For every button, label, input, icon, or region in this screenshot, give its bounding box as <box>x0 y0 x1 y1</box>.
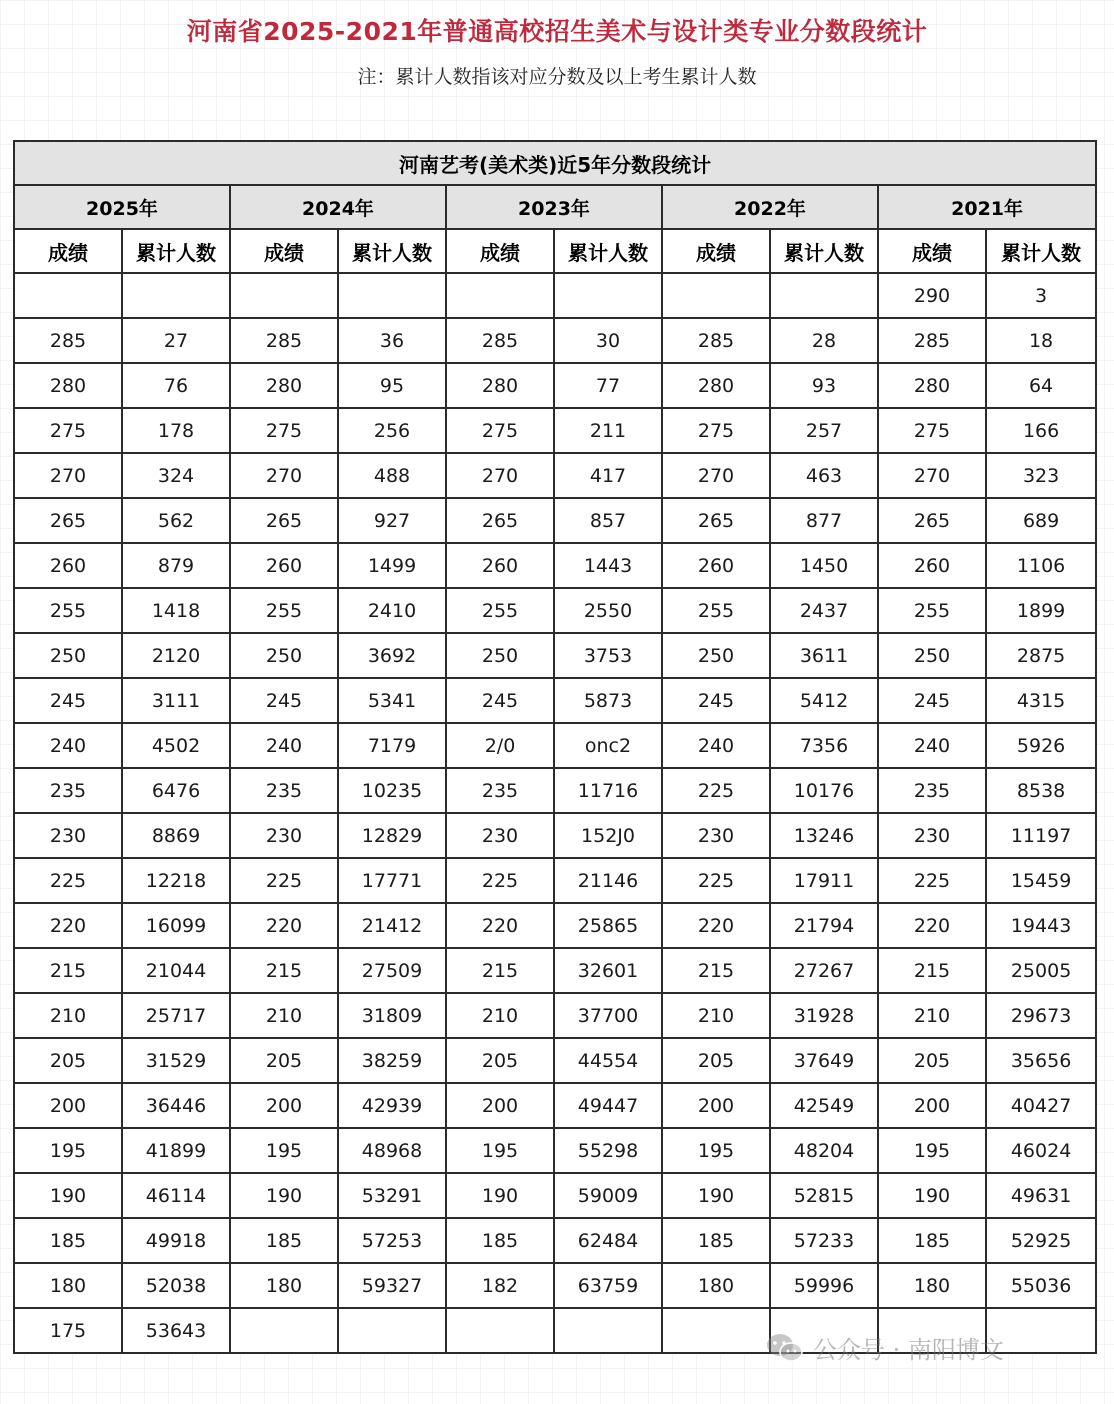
count-cell: 16099 <box>122 903 230 948</box>
score-cell: 235 <box>230 768 338 813</box>
count-cell: 689 <box>986 498 1096 543</box>
score-cell: 190 <box>446 1173 554 1218</box>
count-cell: 53643 <box>122 1308 230 1353</box>
count-cell <box>770 273 878 318</box>
count-cell: 3753 <box>554 633 662 678</box>
count-cell: 21412 <box>338 903 446 948</box>
score-cell <box>230 1308 338 1353</box>
count-cell: 19443 <box>986 903 1096 948</box>
score-cell: 215 <box>14 948 122 993</box>
year-header-row <box>14 185 1096 229</box>
table-row <box>14 1038 1096 1083</box>
score-cell: 235 <box>878 768 986 813</box>
count-cell: 488 <box>338 453 446 498</box>
score-cell: 220 <box>662 903 770 948</box>
count-cell: 44554 <box>554 1038 662 1083</box>
table-row <box>14 1128 1096 1173</box>
score-cell: 220 <box>446 903 554 948</box>
count-cell: 4502 <box>122 723 230 768</box>
score-cell: 280 <box>662 363 770 408</box>
score-cell: 260 <box>662 543 770 588</box>
count-cell: 31529 <box>122 1038 230 1083</box>
table-row <box>14 993 1096 1038</box>
score-cell: 230 <box>878 813 986 858</box>
score-cell <box>662 273 770 318</box>
table-row <box>14 1218 1096 1263</box>
score-cell <box>446 1308 554 1353</box>
count-cell: 57233 <box>770 1218 878 1263</box>
count-cell: 76 <box>122 363 230 408</box>
count-cell: 17771 <box>338 858 446 903</box>
table-row <box>14 678 1096 723</box>
count-cell: 256 <box>338 408 446 453</box>
column-header-row <box>14 229 1096 273</box>
score-cell: 285 <box>14 318 122 363</box>
count-cell <box>554 1308 662 1353</box>
score-cell: 195 <box>230 1128 338 1173</box>
score-cell: 240 <box>230 723 338 768</box>
table-row <box>14 318 1096 363</box>
count-cell: 29673 <box>986 993 1096 1038</box>
score-cell: 245 <box>14 678 122 723</box>
score-cell: 250 <box>662 633 770 678</box>
count-column-header: 累计人数 <box>338 229 446 273</box>
count-cell: 877 <box>770 498 878 543</box>
table-row <box>14 858 1096 903</box>
count-cell: 27 <box>122 318 230 363</box>
count-cell: 18 <box>986 318 1096 363</box>
score-cell: 270 <box>446 453 554 498</box>
score-cell: 230 <box>14 813 122 858</box>
count-cell: 25865 <box>554 903 662 948</box>
table-row <box>14 948 1096 993</box>
count-cell <box>122 273 230 318</box>
score-cell: 205 <box>662 1038 770 1083</box>
count-cell: 1450 <box>770 543 878 588</box>
year-header: 2025年 <box>14 185 230 229</box>
score-cell: 250 <box>230 633 338 678</box>
score-cell: 275 <box>230 408 338 453</box>
score-cell: 185 <box>446 1218 554 1263</box>
count-cell: 5926 <box>986 723 1096 768</box>
count-cell: 2550 <box>554 588 662 633</box>
count-cell: 93 <box>770 363 878 408</box>
score-cell: 220 <box>14 903 122 948</box>
count-cell: 417 <box>554 453 662 498</box>
count-cell: 25717 <box>122 993 230 1038</box>
score-column-header: 成绩 <box>662 229 770 273</box>
score-cell: 235 <box>14 768 122 813</box>
score-cell: 220 <box>878 903 986 948</box>
score-cell: 205 <box>446 1038 554 1083</box>
score-column-header: 成绩 <box>446 229 554 273</box>
score-cell: 255 <box>14 588 122 633</box>
score-cell: 220 <box>230 903 338 948</box>
count-cell: 49447 <box>554 1083 662 1128</box>
count-cell: 48204 <box>770 1128 878 1173</box>
score-cell: 280 <box>446 363 554 408</box>
score-cell: 200 <box>230 1083 338 1128</box>
page-title: 河南省2025-2021年普通高校招生美术与设计类专业分数段统计 <box>186 17 928 46</box>
count-cell: 36 <box>338 318 446 363</box>
score-cell <box>230 273 338 318</box>
score-cell: 235 <box>446 768 554 813</box>
table-row <box>14 1083 1096 1128</box>
count-cell: 55298 <box>554 1128 662 1173</box>
score-table <box>13 140 1097 1354</box>
score-cell: 182 <box>446 1263 554 1308</box>
count-cell: 21794 <box>770 903 878 948</box>
count-column-header: 累计人数 <box>554 229 662 273</box>
table-row <box>14 543 1096 588</box>
count-cell: 37700 <box>554 993 662 1038</box>
score-cell: 185 <box>878 1218 986 1263</box>
count-cell: 21146 <box>554 858 662 903</box>
score-cell <box>446 273 554 318</box>
table-body <box>14 273 1096 1353</box>
score-cell: 175 <box>14 1308 122 1353</box>
count-cell: 31928 <box>770 993 878 1038</box>
score-cell: 290 <box>878 273 986 318</box>
score-cell: 255 <box>878 588 986 633</box>
score-cell: 280 <box>878 363 986 408</box>
count-cell: 28 <box>770 318 878 363</box>
score-cell: 285 <box>230 318 338 363</box>
count-cell: 40427 <box>986 1083 1096 1128</box>
count-cell: 1499 <box>338 543 446 588</box>
score-cell: 240 <box>878 723 986 768</box>
score-cell: 205 <box>14 1038 122 1083</box>
score-cell: 185 <box>230 1218 338 1263</box>
score-cell: 215 <box>662 948 770 993</box>
score-cell: 270 <box>878 453 986 498</box>
score-cell: 240 <box>14 723 122 768</box>
count-cell: 2120 <box>122 633 230 678</box>
score-cell: 265 <box>446 498 554 543</box>
score-cell: 190 <box>878 1173 986 1218</box>
count-cell: 562 <box>122 498 230 543</box>
score-cell: 200 <box>878 1083 986 1128</box>
count-cell <box>338 273 446 318</box>
score-cell: 205 <box>230 1038 338 1083</box>
score-cell: 225 <box>662 858 770 903</box>
score-cell: 260 <box>878 543 986 588</box>
score-cell: 245 <box>446 678 554 723</box>
score-column-header: 成绩 <box>230 229 338 273</box>
score-cell: 225 <box>446 858 554 903</box>
count-cell: 5873 <box>554 678 662 723</box>
count-cell: 49918 <box>122 1218 230 1263</box>
score-cell: 180 <box>230 1263 338 1308</box>
count-cell: 463 <box>770 453 878 498</box>
score-cell: 210 <box>878 993 986 1038</box>
score-cell: 260 <box>14 543 122 588</box>
count-cell: 11197 <box>986 813 1096 858</box>
table-row <box>14 498 1096 543</box>
score-cell: 195 <box>14 1128 122 1173</box>
table-row <box>14 1173 1096 1218</box>
score-cell: 255 <box>446 588 554 633</box>
count-cell: 17911 <box>770 858 878 903</box>
page-note: 注：累计人数指该对应分数及以上考生累计人数 <box>357 66 757 88</box>
count-cell: 49631 <box>986 1173 1096 1218</box>
score-cell: 265 <box>230 498 338 543</box>
count-cell: 63759 <box>554 1263 662 1308</box>
score-cell: 245 <box>662 678 770 723</box>
count-cell: 59009 <box>554 1173 662 1218</box>
count-cell: 8538 <box>986 768 1096 813</box>
score-cell: 260 <box>230 543 338 588</box>
count-cell: 2875 <box>986 633 1096 678</box>
score-cell: 200 <box>446 1083 554 1128</box>
count-cell: 3611 <box>770 633 878 678</box>
count-cell: 41899 <box>122 1128 230 1173</box>
count-cell: 36446 <box>122 1083 230 1128</box>
score-cell: 265 <box>662 498 770 543</box>
score-cell: 225 <box>14 858 122 903</box>
count-cell: 37649 <box>770 1038 878 1083</box>
count-cell: 3 <box>986 273 1096 318</box>
score-cell: 2/0 <box>446 723 554 768</box>
count-cell: 59327 <box>338 1263 446 1308</box>
score-cell: 265 <box>14 498 122 543</box>
count-cell: 27509 <box>338 948 446 993</box>
score-cell: 195 <box>662 1128 770 1173</box>
count-cell: 152J0 <box>554 813 662 858</box>
score-cell: 255 <box>662 588 770 633</box>
score-cell: 225 <box>230 858 338 903</box>
count-cell: 857 <box>554 498 662 543</box>
count-cell: 30 <box>554 318 662 363</box>
count-cell: 12829 <box>338 813 446 858</box>
count-cell: 42549 <box>770 1083 878 1128</box>
score-cell: 240 <box>662 723 770 768</box>
count-cell: 6476 <box>122 768 230 813</box>
table-row <box>14 723 1096 768</box>
count-cell: 7356 <box>770 723 878 768</box>
score-cell <box>662 1308 770 1353</box>
count-cell: 77 <box>554 363 662 408</box>
count-cell: 57253 <box>338 1218 446 1263</box>
score-cell: 210 <box>446 993 554 1038</box>
count-cell: 2437 <box>770 588 878 633</box>
count-cell: 178 <box>122 408 230 453</box>
score-cell: 230 <box>230 813 338 858</box>
count-cell: 323 <box>986 453 1096 498</box>
score-cell: 190 <box>662 1173 770 1218</box>
score-cell: 225 <box>662 768 770 813</box>
count-cell: 27267 <box>770 948 878 993</box>
count-cell: 46114 <box>122 1173 230 1218</box>
score-cell: 225 <box>878 858 986 903</box>
count-cell: 5341 <box>338 678 446 723</box>
table-row <box>14 813 1096 858</box>
count-column-header: 累计人数 <box>986 229 1096 273</box>
count-cell: 324 <box>122 453 230 498</box>
score-cell: 275 <box>878 408 986 453</box>
count-cell: 12218 <box>122 858 230 903</box>
watermark <box>765 1330 1004 1365</box>
count-cell <box>338 1308 446 1353</box>
count-cell: 5412 <box>770 678 878 723</box>
score-cell: 185 <box>14 1218 122 1263</box>
count-cell: 59996 <box>770 1263 878 1308</box>
score-cell: 190 <box>230 1173 338 1218</box>
count-column-header: 累计人数 <box>122 229 230 273</box>
score-cell: 270 <box>14 453 122 498</box>
score-cell: 185 <box>662 1218 770 1263</box>
year-header: 2021年 <box>878 185 1096 229</box>
count-cell: 52925 <box>986 1218 1096 1263</box>
score-cell: 270 <box>662 453 770 498</box>
table-row <box>14 633 1096 678</box>
count-cell: 3692 <box>338 633 446 678</box>
table-row <box>14 408 1096 453</box>
count-cell: 257 <box>770 408 878 453</box>
count-cell: 38259 <box>338 1038 446 1083</box>
table-row <box>14 768 1096 813</box>
count-cell: 21044 <box>122 948 230 993</box>
count-cell: 1899 <box>986 588 1096 633</box>
table-caption: 河南艺考(美术类)近5年分数段统计 <box>14 141 1096 185</box>
score-cell: 275 <box>446 408 554 453</box>
count-cell: 1106 <box>986 543 1096 588</box>
count-cell: 4315 <box>986 678 1096 723</box>
count-cell: 31809 <box>338 993 446 1038</box>
score-cell: 215 <box>878 948 986 993</box>
count-cell: 25005 <box>986 948 1096 993</box>
count-cell: 10235 <box>338 768 446 813</box>
score-cell: 265 <box>878 498 986 543</box>
table-row <box>14 363 1096 408</box>
score-cell: 210 <box>230 993 338 1038</box>
count-cell: 211 <box>554 408 662 453</box>
count-cell: 52815 <box>770 1173 878 1218</box>
score-cell: 260 <box>446 543 554 588</box>
score-cell: 210 <box>662 993 770 1038</box>
score-cell: 210 <box>14 993 122 1038</box>
score-cell: 180 <box>14 1263 122 1308</box>
count-cell: 42939 <box>338 1083 446 1128</box>
count-cell: 52038 <box>122 1263 230 1308</box>
score-cell: 180 <box>662 1263 770 1308</box>
count-cell: onc2 <box>554 723 662 768</box>
score-cell: 245 <box>878 678 986 723</box>
table-row <box>14 1263 1096 1308</box>
score-cell: 215 <box>446 948 554 993</box>
score-cell: 250 <box>878 633 986 678</box>
count-cell: 53291 <box>338 1173 446 1218</box>
count-cell: 3111 <box>122 678 230 723</box>
score-cell: 275 <box>662 408 770 453</box>
score-cell: 195 <box>446 1128 554 1173</box>
count-cell: 48968 <box>338 1128 446 1173</box>
year-header: 2022年 <box>662 185 878 229</box>
score-cell: 285 <box>878 318 986 363</box>
score-cell: 250 <box>446 633 554 678</box>
score-cell: 280 <box>14 363 122 408</box>
count-cell: 11716 <box>554 768 662 813</box>
score-cell: 250 <box>14 633 122 678</box>
count-cell: 7179 <box>338 723 446 768</box>
year-header: 2024年 <box>230 185 446 229</box>
score-cell: 230 <box>662 813 770 858</box>
count-cell: 13246 <box>770 813 878 858</box>
count-cell: 1418 <box>122 588 230 633</box>
score-cell: 190 <box>14 1173 122 1218</box>
score-cell: 215 <box>230 948 338 993</box>
count-cell: 166 <box>986 408 1096 453</box>
score-cell: 255 <box>230 588 338 633</box>
count-cell: 1443 <box>554 543 662 588</box>
count-cell: 10176 <box>770 768 878 813</box>
score-column-header: 成绩 <box>14 229 122 273</box>
count-cell: 927 <box>338 498 446 543</box>
count-cell: 879 <box>122 543 230 588</box>
score-cell: 245 <box>230 678 338 723</box>
count-cell <box>554 273 662 318</box>
wechat-icon <box>765 1332 805 1364</box>
count-cell: 2410 <box>338 588 446 633</box>
score-cell: 270 <box>230 453 338 498</box>
table-row <box>14 453 1096 498</box>
count-cell: 55036 <box>986 1263 1096 1308</box>
score-cell: 280 <box>230 363 338 408</box>
count-cell: 15459 <box>986 858 1096 903</box>
count-column-header: 累计人数 <box>770 229 878 273</box>
count-cell: 8869 <box>122 813 230 858</box>
score-cell: 195 <box>878 1128 986 1173</box>
watermark-text: 公众号 · 南阳博文 <box>813 1336 1004 1364</box>
score-cell: 285 <box>662 318 770 363</box>
count-cell: 35656 <box>986 1038 1096 1083</box>
score-cell <box>14 273 122 318</box>
score-cell: 275 <box>14 408 122 453</box>
table-row <box>14 588 1096 633</box>
score-cell: 230 <box>446 813 554 858</box>
count-cell: 95 <box>338 363 446 408</box>
score-column-header: 成绩 <box>878 229 986 273</box>
score-cell: 205 <box>878 1038 986 1083</box>
score-cell: 285 <box>446 318 554 363</box>
score-cell: 200 <box>14 1083 122 1128</box>
count-cell: 46024 <box>986 1128 1096 1173</box>
score-cell: 200 <box>662 1083 770 1128</box>
count-cell: 32601 <box>554 948 662 993</box>
count-cell: 62484 <box>554 1218 662 1263</box>
score-cell: 180 <box>878 1263 986 1308</box>
count-cell: 64 <box>986 363 1096 408</box>
table-row <box>14 903 1096 948</box>
table-row <box>14 273 1096 318</box>
year-header: 2023年 <box>446 185 662 229</box>
